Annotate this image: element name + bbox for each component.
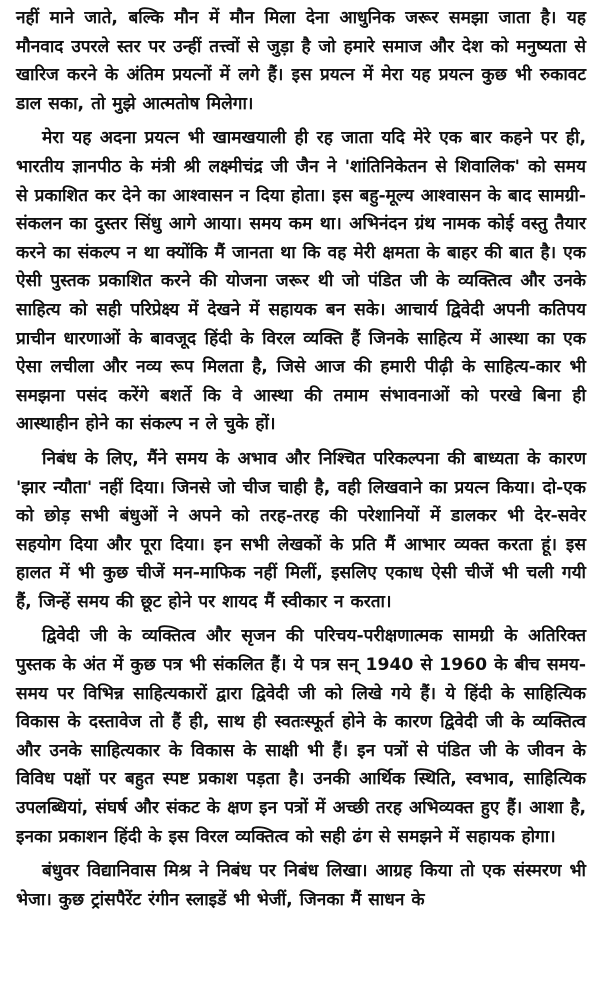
paragraph-2: मेरा यह अदना प्रयत्न भी खामखयाली ही रह जाता यदि मेरे एक बार कहने पर ही, भारतीय ज्ञानपीठ के मंत्री श्री लक्ष्मीचंद्र जी जैन ने 'शांतिनिकेतन से शिवालिक' को समय से प्रकाशित कर देने का आश्वासन न दिया होता। इस बहु-मूल्य आश्वासन के बाद सामग्री-संकलन का दुस्तर सिंधु आगे आया। समय कम था। अभिनंदन ग्रंथ नामक कोई वस्तु तैयार करने का संकल्प न था क्योंकि मैं जानता था कि वह मेरी क्षमता के बाहर की बात है। एक ऐसी पुस्तक प्रकाशित करने की योजना जरूर थी जो पंडित जी के व्यक्तित्व और उनके साहित्य को सही परिप्रेक्ष्य में देखने में सहायक बन सके। आचार्य द्विवेदी अपनी कतिपय प्राचीन धारणाओं के बावजूद हिंदी के विरल व्यक्ति हैं जिनके साहित्य में आस्था का एक ऐसा लचीला और नव्य रूप मिलता है, जिसे आज की हमारी पीढ़ी के साहित्य-कार भी समझना पसंद करेंगे बशर्ते कि वे आस्था की तमाम संभावनाओं को परखे बिना ही आस्थाहीन होने का संकल्प न ले चुके हों।	[16, 128, 586, 435]
paragraph-4: द्विवेदी जी के व्यक्तित्व और सृजन की परिचय-परीक्षणात्मक सामग्री के अतिरिक्त पुस्तक के अंत में कुछ पत्र भी संकलित हैं। ये पत्र सन् 1940 से 1960 के बीच समय-समय पर विभिन्न साहित्यकारों द्वारा द्विवेदी जी को लिखे गये हैं। ये हिंदी के साहित्यिक विकास के दस्तावेज तो हैं ही, साथ ही स्वतःस्फूर्त होने के कारण द्विवेदी जी के व्यक्तित्व और उनके साहित्यकार के विकास के साक्षी भी हैं। इन पत्रों से पंडित जी के जीवन के विविध पक्षों पर बहुत स्पष्ट प्रकाश पड़ता है। उनकी आर्थिक स्थिति, स्वभाव, साहित्यिक उपलब्धियां, संघर्ष और संकट के क्षण इन पत्रों में अच्छी तरह अभिव्यक्त हुए हैं। आशा है, इनका प्रकाशन हिंदी के इस विरल व्यक्तित्व को सही ढंग से समझने में सहायक होगा।	[16, 626, 586, 847]
paragraph-1: नहीं माने जाते, बल्कि मौन में मौन मिला देना आधुनिक जरूर समझा जाता है। यह मौनवाद उपरले स्तर पर उन्हीं तत्त्वों से जुड़ा है जो हमारे समाज और देश को मनुष्यता से खारिज करने के अंतिम प्रयत्नों में लगे हैं। इस प्रयत्न में मेरा यह प्रयत्न कुछ भी रुकावट डाल सका, तो मुझे आत्मतोष मिलेगा।	[16, 8, 586, 114]
paragraph-3: निबंध के लिए, मैंने समय के अभाव और निश्चित परिकल्पना की बाध्यता के कारण 'झार न्यौता' नहीं दिया। जिनसे जो चीज चाही है, वही लिखवाने का प्रयत्न किया। दो-एक को छोड़ सभी बंधुओं ने अपने को तरह-तरह की परेशानियों में डालकर भी देर-सवेर सहयोग दिया और पूरा दिया। इन सभी लेखकों के प्रति मैं आभार व्यक्त करता हूं। इस हालत में भी कुछ चीजें मन-माफिक नहीं मिलीं, इसलिए एकाध ऐसी चीजें भी चली गयी हैं, जिन्हें समय की छूट होने पर शायद मैं स्वीकार न करता।	[16, 448, 587, 612]
paragraph-5: बंधुवर विद्यानिवास मिश्र ने निबंध पर निबंध लिखा। आग्रह किया तो एक संस्मरण भी भेजा। कुछ ट्रांसपैरेंट रंगीन स्लाइडें भी भेजीं, जिनका मैं साधन के	[16, 861, 586, 910]
